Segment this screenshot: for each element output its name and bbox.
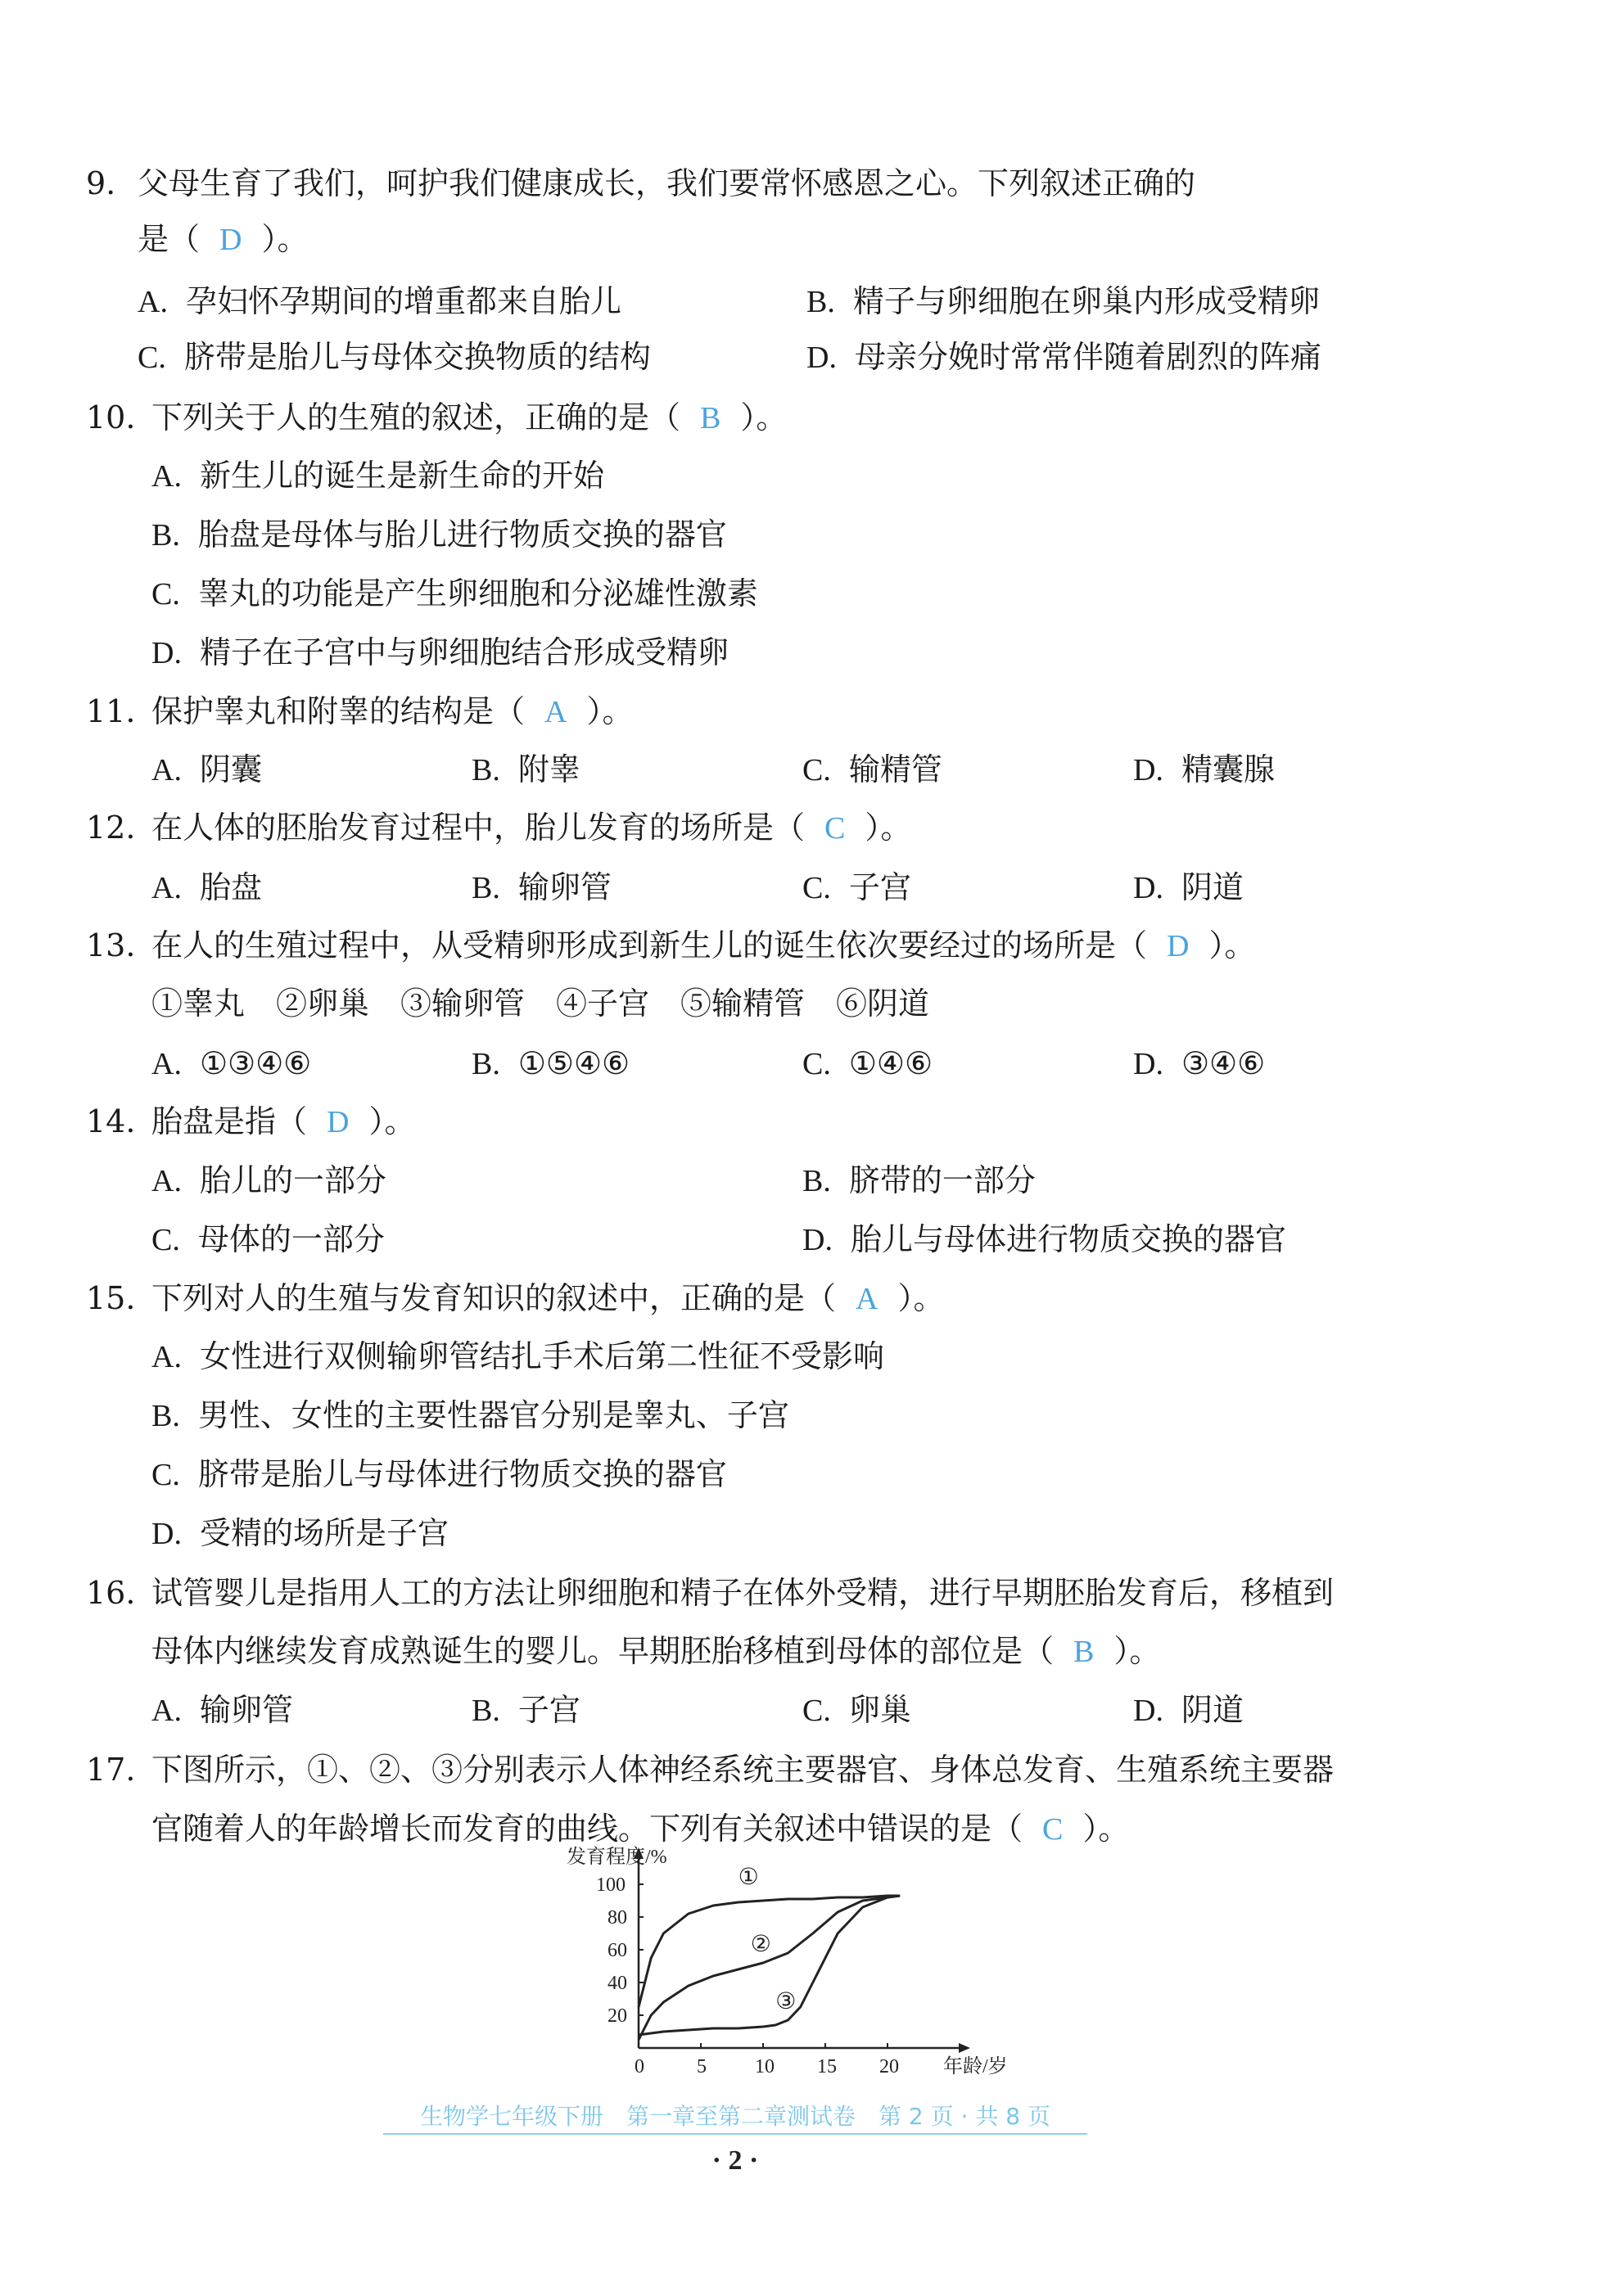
question-number: 11. [86,693,136,729]
option-letter: B. [151,518,180,553]
option-text: 胎盘 [199,869,262,905]
option-letter: B. [472,1047,500,1081]
option-c [802,868,911,908]
stem-text: 在人体的胚胎发育过程中，胎儿发育的场所是（ [151,810,806,846]
answer-letter: D [219,223,242,257]
option-letter: D. [1133,1047,1163,1081]
page-number: · 2 · [711,2145,759,2176]
option-letter: A. [151,753,182,787]
answer-letter: C [1042,1812,1064,1847]
question-stem-line [151,808,911,848]
stem-text: 下列关于人的生殖的叙述，正确的是（ [151,399,681,435]
option-b [472,1044,630,1084]
option-b [151,1396,789,1436]
question-number: 16. [86,1575,136,1611]
option-letter: C. [151,1223,180,1257]
answer-letter: B [700,401,721,435]
option-text: 男性、女性的主要性器官分别是睾丸、子宫 [197,1397,789,1433]
x-tick-label: 10 [755,2056,775,2077]
y-tick-label: 40 [608,1973,627,1994]
option-a [151,1044,311,1084]
x-tick-label: 20 [879,2056,899,2077]
x-axis-label: 年龄/岁 [943,2056,1008,2077]
answer-letter: B [1073,1635,1095,1669]
option-c [802,1690,911,1730]
option-d [151,633,729,673]
option-text: 精囊腺 [1181,751,1275,787]
question-stem-line [151,692,633,732]
option-d [806,337,1321,377]
option-text: 输精管 [848,751,942,787]
stem-text: 下图所示，①、②、③分别表示人体神经系统主要器官、身体总发育、生殖系统主要器 [151,1752,1335,1788]
question-stem-line [151,1809,1129,1849]
stem-tail: ）。 [865,810,912,846]
option-letter: D. [1133,1694,1163,1728]
question-stem-line [151,1631,1160,1671]
question-stem-line [151,398,787,438]
y-tick-label: 20 [608,2005,627,2027]
option-text: 胎儿的一部分 [199,1162,386,1198]
option-d [1133,1690,1244,1730]
stem-tail: ）。 [740,399,788,435]
option-text: 子宫 [848,869,911,905]
option-a [151,1337,884,1377]
option-letter: A. [151,1340,182,1374]
answer-letter: D [1167,929,1190,963]
question-stem-line [151,1279,944,1319]
option-text: ①④⑥ [848,1045,933,1081]
option-letter: D. [151,1517,182,1551]
option-text: 子宫 [517,1692,580,1728]
stem-text: 胎盘是指（ [151,1103,308,1139]
option-text: 脐带的一部分 [848,1162,1036,1198]
stem-tail: ）。 [1113,1633,1161,1669]
option-letter: B. [472,871,500,905]
option-d [151,1513,449,1554]
option-c [802,750,942,790]
question-number: 17. [86,1752,136,1788]
series-label-1: ① [738,1865,759,1890]
option-text: ①③④⑥ [199,1045,312,1081]
option-a [151,750,262,790]
option-text: 阴道 [1181,1692,1244,1728]
option-text: 胎盘是母体与胎儿进行物质交换的器官 [197,516,727,553]
option-d [1133,1044,1265,1084]
option-letter: C. [802,871,831,905]
option-letter: A. [151,871,182,905]
option-text: 孕妇怀孕期间的增重都来自胎儿 [185,283,621,319]
option-c [151,1455,727,1495]
series-line-2 [639,1896,900,2040]
option-letter: B. [806,285,835,319]
stem-text: 官随着人的年龄增长而发育的曲线。下列有关叙述中错误的是（ [151,1811,1023,1847]
option-d [1133,750,1275,790]
x-tick-label: 5 [697,2056,707,2077]
option-c [151,574,758,614]
option-text: 胎儿与母体进行物质交换的器官 [850,1221,1286,1257]
option-d [1133,868,1244,908]
stem-text: 试管婴儿是指用人工的方法让卵细胞和精子在体外受精，进行早期胚胎发育后，移植到 [151,1575,1335,1611]
question-stem-line [151,926,1255,966]
option-text: 卵巢 [848,1692,911,1728]
option-letter: D. [1133,753,1163,787]
option-letter: A. [151,459,182,494]
option-letter: A. [151,1047,182,1081]
question-stem-line [151,1750,1334,1789]
option-letter: B. [472,1694,500,1728]
option-a [151,456,604,496]
option-text: 阴道 [1181,869,1244,905]
option-a [151,868,262,908]
option-text: 精子与卵细胞在卵巢内形成受精卵 [852,283,1320,319]
option-letter: C. [151,577,180,611]
question-number: 14. [86,1103,136,1139]
stem-tail: ）。 [368,1103,416,1139]
question-number: 10. [86,399,136,435]
question-stem-line [151,1573,1334,1613]
y-tick-label: 60 [608,1940,627,1961]
option-text: 输卵管 [517,869,612,905]
option-b [806,282,1320,322]
option-letter: D. [802,1223,833,1257]
option-letter: A. [151,1164,182,1198]
option-letter: C. [138,341,166,375]
option-text: 母体的一部分 [197,1221,385,1257]
option-text: 精子在子宫中与卵细胞结合形成受精卵 [199,634,729,670]
stem-tail: ）。 [1208,927,1256,963]
option-d [802,1220,1286,1260]
option-text: 输卵管 [199,1692,293,1728]
question-number: 15. [86,1280,136,1316]
option-text: 脐带是胎儿与母体交换物质的结构 [183,339,651,375]
stem-text: 下列对人的生殖与发育知识的叙述中，正确的是（ [151,1280,837,1316]
page-footer: 生物学七年级下册 第一章至第二章测试卷 第 2 页 · 共 8 页 [383,2102,1087,2135]
option-c [138,337,651,377]
option-text: 新生儿的诞生是新生命的开始 [199,458,604,494]
option-a [151,1161,386,1201]
question-stem-line [138,219,308,259]
option-b [472,750,580,790]
option-letter: D. [806,341,837,375]
question-stem-line [151,1102,415,1142]
y-tick-label: 100 [596,1874,626,1896]
option-a [138,282,621,322]
question-number: 13. [86,927,136,963]
option-letter: A. [151,1694,182,1728]
option-b [472,1690,580,1730]
series-label-2: ② [750,1932,771,1957]
option-letter: C. [802,1047,831,1081]
option-letter: C. [151,1458,180,1492]
y-axis-label: 发育程度/% [567,1847,667,1868]
option-text: 受精的场所是子宫 [199,1515,449,1551]
stem-text: 保护睾丸和附睾的结构是（ [151,693,526,729]
option-letter: B. [151,1399,180,1433]
option-letter: D. [151,636,182,670]
stem-tail: ）。 [1082,1811,1130,1847]
option-text: 睾丸的功能是产生卵细胞和分泌雄性激素 [197,575,758,611]
x-tick-label: 0 [635,2056,644,2077]
stem-text: 在人的生殖过程中，从受精卵形成到新生儿的诞生依次要经过的场所是（ [151,927,1148,963]
option-text: 脐带是胎儿与母体进行物质交换的器官 [197,1456,727,1492]
option-text: 附睾 [517,751,580,787]
stem-tail: ）。 [261,221,309,257]
option-letter: B. [802,1164,831,1198]
stem-text: 是（ [138,221,201,257]
series-line-3 [639,1896,900,2035]
option-text: 母亲分娩时常常伴随着剧烈的阵痛 [854,339,1321,375]
option-text: 女性进行双侧输卵管结扎手术后第二性征不受影响 [199,1338,884,1374]
x-axis-arrow [959,2043,970,2053]
series-label-3: ③ [775,1989,797,2014]
stem-tail: ）。 [586,693,634,729]
growth-curve-chart [491,1847,1008,2097]
y-tick-label: 80 [608,1907,627,1928]
stem-tail: ）。 [897,1280,945,1316]
option-c [151,1220,385,1260]
answer-letter: A [856,1282,879,1316]
answer-letter: D [327,1105,350,1139]
option-b [151,515,727,555]
stem-text: 父母生育了我们，呵护我们健康成长，我们要常怀感恩之心。下列叙述正确的 [138,165,1196,201]
option-letter: C. [802,1694,831,1728]
option-text: 阴囊 [199,751,262,787]
option-c [802,1044,933,1084]
option-letter: D. [1133,871,1163,905]
x-tick-label: 15 [817,2056,837,2077]
choice-sites-line: ①睾丸 ②卵巢 ③输卵管 ④子宫 ⑤输精管 ⑥阴道 [151,986,930,1022]
option-letter: B. [472,753,500,787]
option-b [802,1161,1036,1201]
question-number: 12. [86,810,136,846]
option-text: ③④⑥ [1181,1045,1266,1081]
option-text: ①⑤④⑥ [517,1045,630,1081]
option-b [472,868,612,908]
stem-text: 母体内继续发育成熟诞生的婴儿。早期胚胎移植到母体的部位是（ [151,1633,1055,1669]
option-a [151,1690,293,1730]
question-number: 9. [86,165,116,201]
answer-letter: A [544,695,567,729]
answer-letter: C [824,811,846,846]
option-letter: A. [138,285,168,319]
question-stem-line [138,164,1195,203]
option-letter: C. [802,753,831,787]
